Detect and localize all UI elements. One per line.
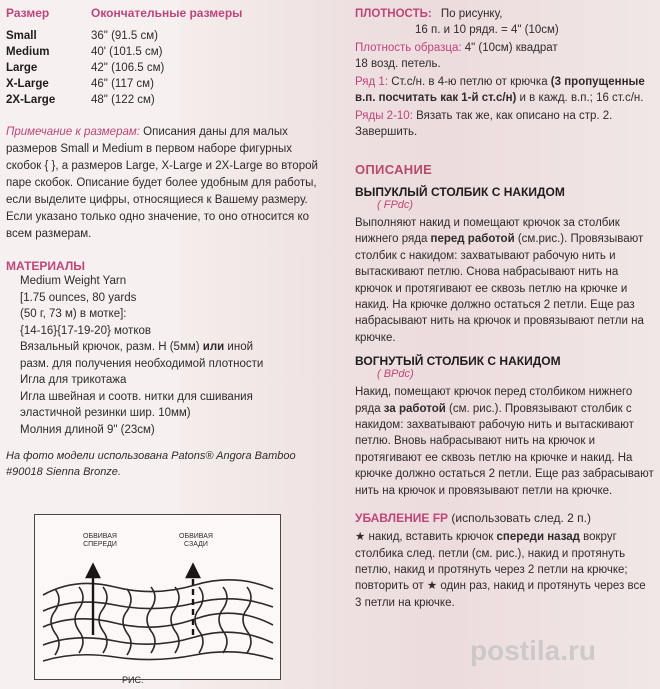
bpdc-title: ВОГНУТЫЙ СТОЛБИК С НАКИДОМ <box>355 354 561 369</box>
fpdc-abbr: ( FPdc) <box>377 199 414 211</box>
materials-yarn: [1.75 ounces, 80 yards <box>20 291 137 304</box>
dec-title <box>355 511 655 525</box>
bpdc-text-b: за работой <box>383 402 446 415</box>
materials-hook-b: иной <box>224 341 254 353</box>
gauge-rows-label: Ряды 2-10: <box>355 110 413 122</box>
bpdc-text-a: Накид, помещают крючок перед столбиком нижнего ряда <box>355 386 633 415</box>
diagram-label-back: ОБВИВАЯ СЗАДИ <box>179 533 213 548</box>
size-name: Large <box>6 62 38 74</box>
size-value: 48" (122 см) <box>91 94 155 106</box>
right-column <box>355 6 655 611</box>
bpdc-text-c: (см. рис.). Провязывают столбик с накидом: захватывают рабочую нить и вытаскивают петлю. Вновь набрасывают нить на крючок и протягивают ее сквозь петлю на крючке и накид. На крючке должно остаться 2 петли. Еще раз забрасывают нить на крючок и провязывают петли на крючке. <box>355 402 654 497</box>
stitch-diagram-svg <box>35 515 280 679</box>
dec-text <box>355 529 655 611</box>
size-value: 40' (101.5 см) <box>91 46 163 58</box>
materials-yarn: Medium Weight Yarn <box>20 275 127 287</box>
materials-list <box>6 273 326 438</box>
size-name: 2X-Large <box>6 94 56 106</box>
gauge-row1-a: Ст.с/н. в 4-ю петлю от крючка <box>388 76 551 88</box>
bpdc-text <box>355 384 655 499</box>
bpdc-abbr: ( BPdc) <box>377 368 414 381</box>
materials-hook-c: разм. для получения необходимой плотности <box>20 357 264 370</box>
gauge-sample <box>355 40 655 56</box>
diagram-label-front: ОБВИВАЯ СПЕРЕДИ <box>83 533 117 548</box>
dec-text-b: спереди назад <box>496 531 580 544</box>
gauge-line2: 16 п. и 10 рядя. = 4" (10см) <box>415 24 559 36</box>
fpdc-title: ВЫПУКЛЫЙ СТОЛБИК С НАКИДОМ <box>355 185 565 199</box>
sizes-header <box>6 6 326 20</box>
materials-needle: Игла для трикотажа <box>20 374 127 386</box>
gauge-row1-c: и в кажд. в.п.; 16 ст.с/н. <box>516 92 644 104</box>
materials-yarn: (50 г, 73 м) в мотке]: <box>20 308 127 320</box>
size-row <box>6 76 326 92</box>
sizes-table <box>6 28 326 108</box>
fpdc-text-b: перед работой <box>430 233 515 246</box>
watermark: postila.ru <box>470 635 597 666</box>
size-name: X-Large <box>6 78 49 90</box>
description-title: ОПИСАНИЕ <box>355 162 433 177</box>
materials-needle2a: Игла швейная и соотв. нитки для сшивания <box>20 390 253 403</box>
materials-hook <box>20 339 326 356</box>
gauge-label: ПЛОТНОСТЬ: <box>355 8 432 20</box>
gauge-rows <box>355 108 655 140</box>
materials-title: МАТЕРИАЛЫ <box>6 259 86 273</box>
photo-note: На фото модели использована Patons® Angora Bamboo #90018 Sienna Bronze. <box>6 450 296 478</box>
fpdc-text-a: Выполняют накид и помещают крючок за столбик нижнего ряда <box>355 217 620 246</box>
gauge-rows-text: Вязать так же, как описано на стр. 2. Завершить. <box>355 110 613 138</box>
materials-yarn: {14-16}{17-19-20} мотков <box>20 324 151 337</box>
dec-text-a: ★ накид, вставить крючок <box>355 531 497 544</box>
size-row <box>6 44 326 60</box>
gauge-row1-label: Ряд 1: <box>355 76 389 88</box>
size-note-label: Примечание к размерам: <box>6 126 140 138</box>
materials-hook-or: или <box>202 341 225 353</box>
materials-needle2b: эластичной резинки шир. 10мм) <box>20 407 191 419</box>
size-row <box>6 60 326 76</box>
size-note <box>6 124 326 243</box>
size-value: 46" (117 см) <box>91 78 154 90</box>
gauge-row1 <box>355 74 655 106</box>
gauge-sample-value: 4" (10см) квадрат <box>461 42 558 54</box>
diagram-caption: РИС. <box>122 675 144 685</box>
sizes-header-final: Окончательные размеры <box>91 6 243 20</box>
dec-text-c: вокруг столбика след. петли (см. рис.), накид и протянуть петлю, накид и протянуть через 2 петли на крючке; повторить от ★ один раз, накид и протянуть через все 3 петли на крючке. <box>355 531 646 609</box>
stitch-diagram <box>34 514 281 680</box>
fpdc-text <box>355 215 655 346</box>
gauge-line-1 <box>355 6 655 22</box>
size-note-text: Описания даны для малых размеров Small и Medium в первом наборе фигурных скобок { }, а размеров Large, X-Large и 2X-Large во второй паре скобок. Описание будет более удобным для работы, если выделите цифры, относящиеся к Вашему размеру. Если указано только одно значение, то оно относится ко всем размерам. <box>6 126 318 240</box>
size-value: 42" (106.5 см) <box>91 62 165 74</box>
dec-title-text: УБАВЛЕНИЕ FP <box>355 511 449 526</box>
gauge-sample-label: Плотность образца: <box>355 42 462 54</box>
materials-zipper: Молния длиной 9" (23см) <box>20 423 155 436</box>
dec-note: (использовать след. 2 п.) <box>448 511 591 526</box>
left-column <box>6 6 326 480</box>
materials-hook-a: Вязальный крючок, разм. Н (5мм) <box>20 341 203 353</box>
size-row <box>6 92 326 108</box>
gauge-sample-line2: 18 возд. петель. <box>355 58 441 70</box>
size-row <box>6 28 326 44</box>
size-name: Small <box>6 30 37 42</box>
gauge-line1: По рисунку, <box>440 8 503 20</box>
size-value: 36" (91.5 см) <box>91 30 158 42</box>
fpdc-text-c: (см.рис.). Провязывают столбик с накидом: захватывают рабочую нить и вытаскивают петлю. Снова набрасывают нить на крючок и протягивают ее сквозь петлю на крючке и накид. На крючке должно остаться 2 петли. Еще раз набрасывают нить на крючок и провязывают петли на крючке. <box>355 233 644 344</box>
size-name: Medium <box>6 46 50 58</box>
gauge-row1-b: (3 пропущенные в.п. посчитать как 1-й ст.с/н) <box>355 76 645 104</box>
sizes-header-size: Размер <box>6 6 50 20</box>
